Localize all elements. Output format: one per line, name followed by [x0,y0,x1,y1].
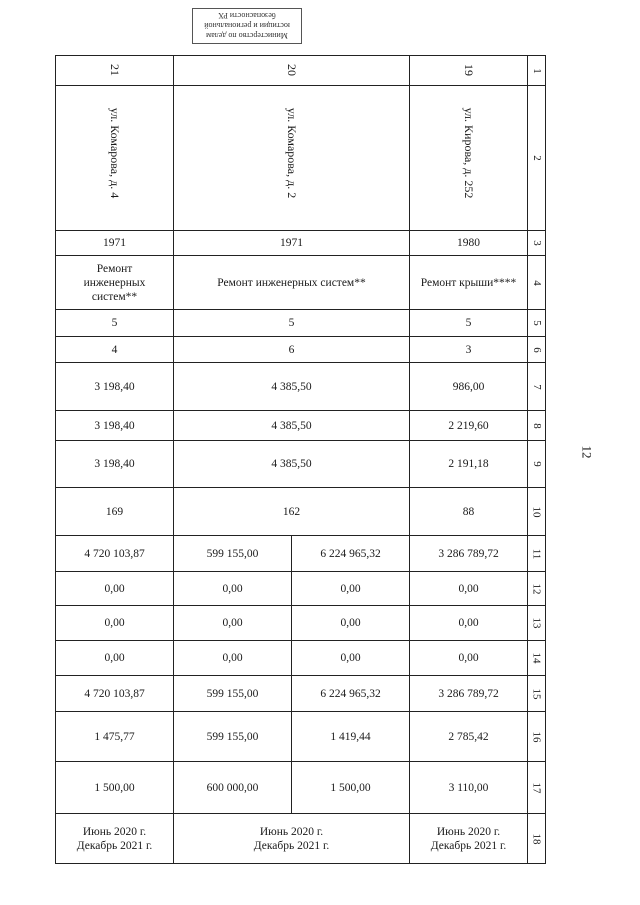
stamp-line: Министерство по делам [206,31,288,40]
table-cell: 3 198,40 [56,363,174,411]
table-cell: 3 286 789,72 [410,676,528,712]
address-cell [56,86,174,231]
table-cell: 599 155,00 [174,676,292,712]
column-number: 19 [461,64,476,76]
address-cell [174,86,410,231]
table-row [56,814,546,864]
table-cell: 1 419,44 [292,712,410,762]
table-row [56,363,546,411]
row-index: 5 [528,310,546,337]
table-row [56,488,546,536]
period-start: Июнь 2020 г. [436,825,501,838]
table-row [56,441,546,488]
table-cell: 5 [174,310,410,337]
table-cell: 0,00 [56,606,174,641]
table-cell: 0,00 [56,572,174,606]
table-cell [410,56,528,86]
table-cell: 3 198,40 [56,441,174,488]
period-cell [56,814,174,864]
period-start: Июнь 2020 г. [82,825,147,838]
table-row [56,411,546,441]
table-cell: 3 [410,337,528,363]
table-cell: 5 [56,310,174,337]
table-cell: 0,00 [174,606,292,641]
row-index: 11 [528,536,546,572]
table-cell: 162 [174,488,410,536]
table-row [56,86,546,231]
row-index: 6 [528,337,546,363]
row-index: 3 [528,231,546,256]
table-cell: 4 385,50 [174,411,410,441]
stamp-line: юстиции и региональной [204,21,290,30]
table-cell: 6 224 965,32 [292,676,410,712]
year-cell: 1980 [410,231,528,256]
row-index: 1 [528,56,546,86]
year-cell: 1971 [174,231,410,256]
table-cell: 3 286 789,72 [410,536,528,572]
table-cell: 4 720 103,87 [56,536,174,572]
period-end: Декабрь 2021 г. [253,839,330,852]
registration-stamp [192,8,302,44]
row-index: 18 [528,814,546,864]
year-cell: 1971 [56,231,174,256]
table-row [56,572,546,606]
table-cell: 6 224 965,32 [292,536,410,572]
address: ул. Комарова, д. 2 [284,107,299,199]
table-cell: 0,00 [174,641,292,676]
table-row [56,231,546,256]
table-cell [56,56,174,86]
table-cell: 3 198,40 [56,411,174,441]
table-row [56,762,546,814]
table-cell: 0,00 [410,572,528,606]
table-row [56,712,546,762]
address: ул. Комарова, д. 4 [107,107,122,199]
table-row [56,641,546,676]
period-start: Июнь 2020 г. [259,825,324,838]
column-number: 20 [284,64,299,76]
row-index: 16 [528,712,546,762]
period-end: Декабрь 2021 г. [76,839,153,852]
table-cell: 0,00 [410,606,528,641]
row-index: 12 [528,572,546,606]
period-cell [410,814,528,864]
table-cell: 0,00 [292,572,410,606]
table-row [56,606,546,641]
address: ул. Кирова, д. 252 [461,107,476,199]
table-cell: 1 500,00 [56,762,174,814]
table-cell: 1 500,00 [292,762,410,814]
table-cell: 4 385,50 [174,441,410,488]
table-cell: 88 [410,488,528,536]
row-index: 7 [528,363,546,411]
table-row [56,337,546,363]
table-cell: 169 [56,488,174,536]
table-row [56,310,546,337]
table-cell: 2 191,18 [410,441,528,488]
table-row [56,536,546,572]
row-index: 14 [528,641,546,676]
table-cell: 600 000,00 [174,762,292,814]
period-cell [174,814,410,864]
table-cell: 986,00 [410,363,528,411]
table-cell: 3 110,00 [410,762,528,814]
work-type-cell: Ремонт инженерных систем** [174,256,410,310]
housing-repair-table [55,55,546,864]
table-cell: 0,00 [292,606,410,641]
row-index: 2 [528,86,546,231]
address-cell [410,86,528,231]
table-cell: 4 [56,337,174,363]
table-row [56,56,546,86]
row-index: 10 [528,488,546,536]
row-index: 8 [528,411,546,441]
period-end: Декабрь 2021 г. [430,839,507,852]
table-cell: 599 155,00 [174,712,292,762]
table-cell: 6 [174,337,410,363]
row-index: 15 [528,676,546,712]
table-cell: 5 [410,310,528,337]
table-cell: 0,00 [410,641,528,676]
table-cell: 4 385,50 [174,363,410,411]
page-number: 12 [579,445,595,459]
row-index: 17 [528,762,546,814]
work-type-cell: Ремонт крыши**** [410,256,528,310]
table-cell: 0,00 [56,641,174,676]
work-type-cell: Ремонт инженерных систем** [56,256,174,310]
column-number: 21 [107,64,122,76]
stamp-line: безопасности РХ [218,11,276,20]
table-cell: 2 219,60 [410,411,528,441]
table-row [56,676,546,712]
table-cell: 0,00 [292,641,410,676]
table-cell: 1 475,77 [56,712,174,762]
table-cell [174,56,410,86]
row-index: 4 [528,256,546,310]
row-index: 13 [528,606,546,641]
table-cell: 0,00 [174,572,292,606]
table-cell: 4 720 103,87 [56,676,174,712]
row-index: 9 [528,441,546,488]
table-row [56,256,546,310]
table-cell: 2 785,42 [410,712,528,762]
table-cell: 599 155,00 [174,536,292,572]
